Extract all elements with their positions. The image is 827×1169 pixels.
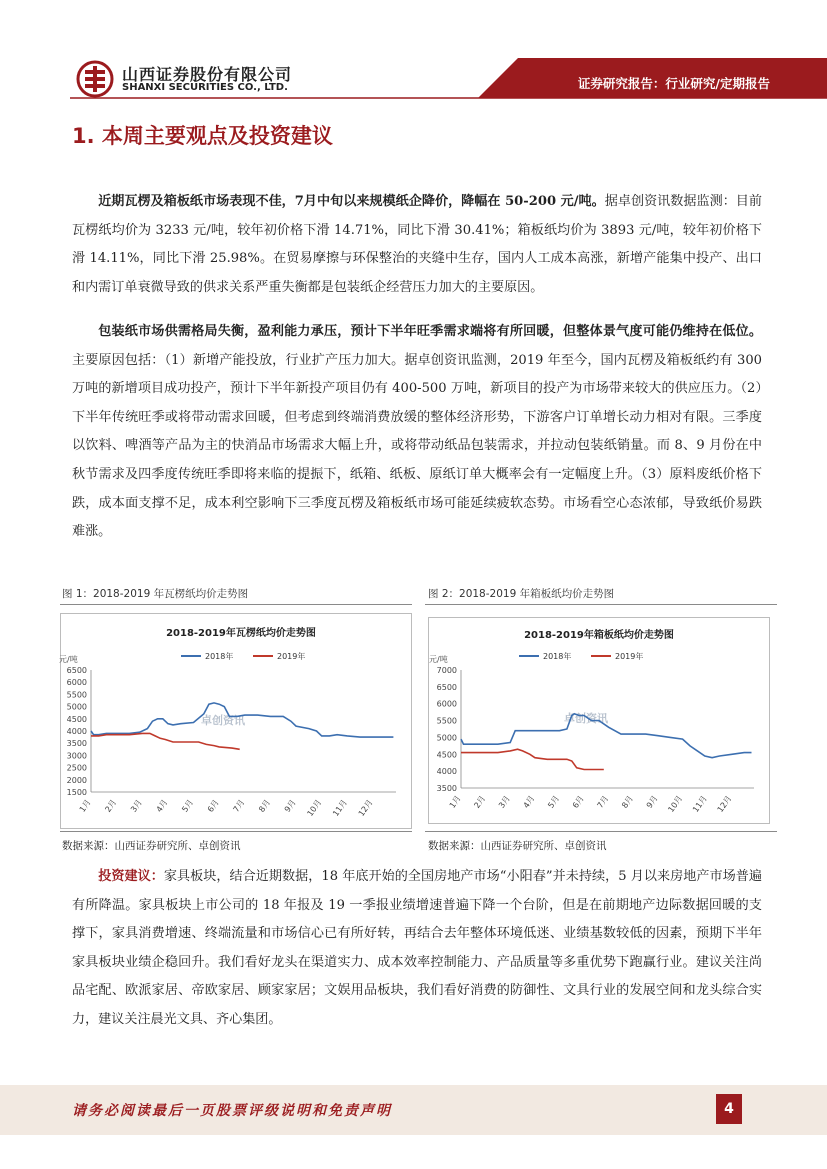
x-tick-label-6: 7月 bbox=[231, 797, 247, 814]
x-tick-label-2: 3月 bbox=[129, 797, 144, 814]
x-tick-label-3: 4月 bbox=[521, 793, 537, 810]
y-tick-label-7: 7000 bbox=[436, 666, 457, 675]
company-name-en: SHANXI SECURITIES CO., LTD. bbox=[122, 82, 288, 93]
watermark-text: 卓创资讯 bbox=[564, 712, 608, 725]
x-tick-label-5: 6月 bbox=[205, 797, 221, 814]
footer-disclaimer: 请务必阅读最后一页股票评级说明和免责声明 bbox=[72, 1103, 392, 1119]
figure-2-top-rule bbox=[425, 604, 777, 605]
y-tick-label-1: 4000 bbox=[436, 767, 457, 777]
company-logo-icon bbox=[76, 60, 114, 98]
legend-label-1: 2019年 bbox=[277, 652, 306, 661]
chart-title: 2018-2019年箱板纸均价走势图 bbox=[524, 630, 674, 641]
x-tick-label-8: 9月 bbox=[282, 797, 298, 814]
y-tick-label-7: 5000 bbox=[66, 702, 87, 712]
y-tick-label-8: 5500 bbox=[66, 690, 87, 700]
y-tick-label-0: 1500 bbox=[66, 788, 87, 797]
x-tick-label-7: 8月 bbox=[257, 797, 273, 814]
x-tick-label-11: 12月 bbox=[715, 793, 734, 815]
x-tick-label-10: 11月 bbox=[691, 793, 709, 815]
company-name-cn: 山西证券股份有限公司 bbox=[122, 65, 293, 84]
chart-1-frame bbox=[60, 613, 412, 829]
investment-advice-label: 投资建议： bbox=[98, 869, 164, 884]
x-tick-label-8: 9月 bbox=[644, 793, 660, 810]
figure-1-top-rule bbox=[60, 604, 412, 605]
x-tick-label-0: 1月 bbox=[77, 797, 93, 814]
watermark-text: 卓创资讯 bbox=[201, 714, 245, 727]
chart-1 bbox=[61, 614, 411, 828]
x-tick-label-10: 11月 bbox=[331, 797, 349, 819]
company-logo bbox=[76, 60, 306, 102]
x-tick-label-5: 6月 bbox=[570, 793, 586, 810]
x-tick-label-2: 3月 bbox=[496, 793, 512, 810]
y-tick-label-1: 2000 bbox=[66, 775, 87, 785]
y-tick-label-2: 4500 bbox=[436, 750, 457, 760]
paragraph-2-lead: 包装纸市场供需格局失衡，盈利能力承压，预计下半年旺季需求端将有所回暖，但整体景气度可能仍维持在低位。 bbox=[98, 324, 762, 339]
x-tick-label-7: 8月 bbox=[620, 793, 635, 810]
paragraph-2-body: 主要原因包括：（1）新增产能投放，行业扩产压力加大。据卓创资讯监测，2019 年至今，国内瓦楞及箱板纸约有 300 万吨的新增项目成功投产，预计下半年新投产项目仍有 400-500 万吨，新项目的投产为市场带来较大的供应压力。（2）下半年传统旺季或将带动需求回暖，但考虑到终端消费放缓的整体经济形势，下游客户订单增长动力相对有限。三季度以饮料、啤酒等产品为主的快消品市场需求大幅上升，或将带动纸品包装需求，并拉动包装纸销量。而 8、9 月份在中秋节需求及四季度传统旺季即将来临的提振下，纸箱、纸板、原纸订单大概率会有一定幅度上升。（3）原料废纸价格下跌，成本面支撑不足，成本利空影响下三季度瓦楞及箱板纸市场可能延续疲软态势。市场看空心态浓郁，导致纸价易跌难涨。 bbox=[72, 352, 762, 540]
x-tick-label-9: 10月 bbox=[666, 793, 685, 815]
y-tick-label-0: 3500 bbox=[436, 784, 457, 793]
y-axis-label: 元/吨 bbox=[429, 655, 448, 664]
x-tick-label-4: 5月 bbox=[546, 793, 562, 810]
legend-label-1: 2019年 bbox=[615, 652, 644, 661]
figure-1-caption: 图 1：2018-2019 年瓦楞纸均价走势图 bbox=[62, 588, 249, 600]
report-type: 证券研究报告：行业研究/定期报告 bbox=[577, 76, 770, 91]
paragraph-2 bbox=[72, 318, 762, 547]
x-tick-label-1: 2月 bbox=[103, 797, 119, 814]
x-tick-label-1: 2月 bbox=[472, 793, 488, 810]
chart-2-frame bbox=[428, 617, 770, 824]
y-tick-label-5: 4000 bbox=[66, 727, 87, 736]
chart-2 bbox=[429, 618, 769, 823]
figure-1-source: 数据来源：山西证券研究所、卓创资讯 bbox=[62, 840, 241, 852]
y-tick-label-2: 2500 bbox=[66, 763, 87, 773]
y-tick-label-10: 6500 bbox=[66, 666, 87, 675]
figure-2-bottom-rule bbox=[425, 831, 777, 832]
y-tick-label-3: 5000 bbox=[436, 733, 457, 743]
x-tick-label-3: 4月 bbox=[154, 797, 170, 814]
legend-label-0: 2018年 bbox=[543, 652, 572, 661]
y-axis-label: 元/吨 bbox=[59, 655, 78, 664]
paragraph-1-lead: 近期瓦楞及箱板纸市场表现不佳，7月中旬以来规模纸企降价，降幅在 50-200 元/吨。 bbox=[98, 194, 605, 209]
y-tick-label-9: 6000 bbox=[66, 678, 87, 688]
paragraph-3-body: 家具板块，结合近期数据，18 年底开始的全国房地产市场“小阳春”并未持续，5 月以来房地产市场普遍有所降温。家具板块上市公司的 18 年报及 19 一季报业绩增速普遍下降一个台阶，但是在前期地产边际数据回暖的支撑下，家具消费增速、终端流量和市场信心已有所好转，再结合去年整体环境低迷、业绩基数较低的因素，预期下半年家具板块业绩企稳回升。我们看好龙头在渠道实力、成本效率控制能力、产品质量等多重优势下跑赢行业。建议关注尚品宅配、欧派家居、帝欧家居、顾家家居；文娱用品板块，我们看好消费的防御性、文具行业的发展空间和龙头综合实力，建议关注晨光文具、齐心集团。 bbox=[72, 869, 763, 1027]
y-tick-label-3: 3000 bbox=[66, 751, 87, 761]
x-tick-label-4: 5月 bbox=[180, 797, 196, 814]
series-line-1 bbox=[461, 749, 604, 769]
paragraph-3 bbox=[72, 863, 762, 1035]
chart-title: 2018-2019年瓦楞纸均价走势图 bbox=[166, 628, 316, 639]
section-title: 1. 本周主要观点及投资建议 bbox=[72, 124, 333, 148]
y-tick-label-6: 4500 bbox=[66, 714, 87, 724]
x-tick-label-9: 10月 bbox=[305, 797, 324, 819]
page-number: 4 bbox=[716, 1094, 742, 1124]
x-tick-label-11: 12月 bbox=[356, 797, 375, 819]
figure-1-bottom-rule bbox=[60, 831, 412, 832]
figure-2-caption: 图 2：2018-2019 年箱板纸均价走势图 bbox=[428, 588, 615, 600]
x-tick-label-6: 7月 bbox=[595, 793, 611, 810]
series-line-1 bbox=[91, 733, 240, 749]
legend-label-0: 2018年 bbox=[205, 652, 234, 661]
y-tick-label-4: 3500 bbox=[66, 739, 87, 749]
y-tick-label-6: 6500 bbox=[436, 682, 457, 692]
paragraph-1-body: 据卓创资讯数据监测：目前瓦楞纸均价为 3233 元/吨，较年初价格下滑 14.71%，同比下滑 30.41%；箱板纸均价为 3893 元/吨，较年初价格下滑 14.11%，同比下滑 25.98%。在贸易摩擦与环保整治的夹缝中生存，国内人工成本高涨，新增产能集中投产、出口和内需订单衰微导致的供求关系严重失衡都是包装纸企经营压力加大的主要原因。 bbox=[72, 194, 763, 295]
paragraph-1 bbox=[72, 188, 762, 302]
y-tick-label-5: 6000 bbox=[436, 699, 457, 709]
figure-2-source: 数据来源：山西证券研究所、卓创资讯 bbox=[428, 840, 607, 852]
y-tick-label-4: 5500 bbox=[436, 716, 457, 726]
x-tick-label-0: 1月 bbox=[447, 793, 463, 810]
